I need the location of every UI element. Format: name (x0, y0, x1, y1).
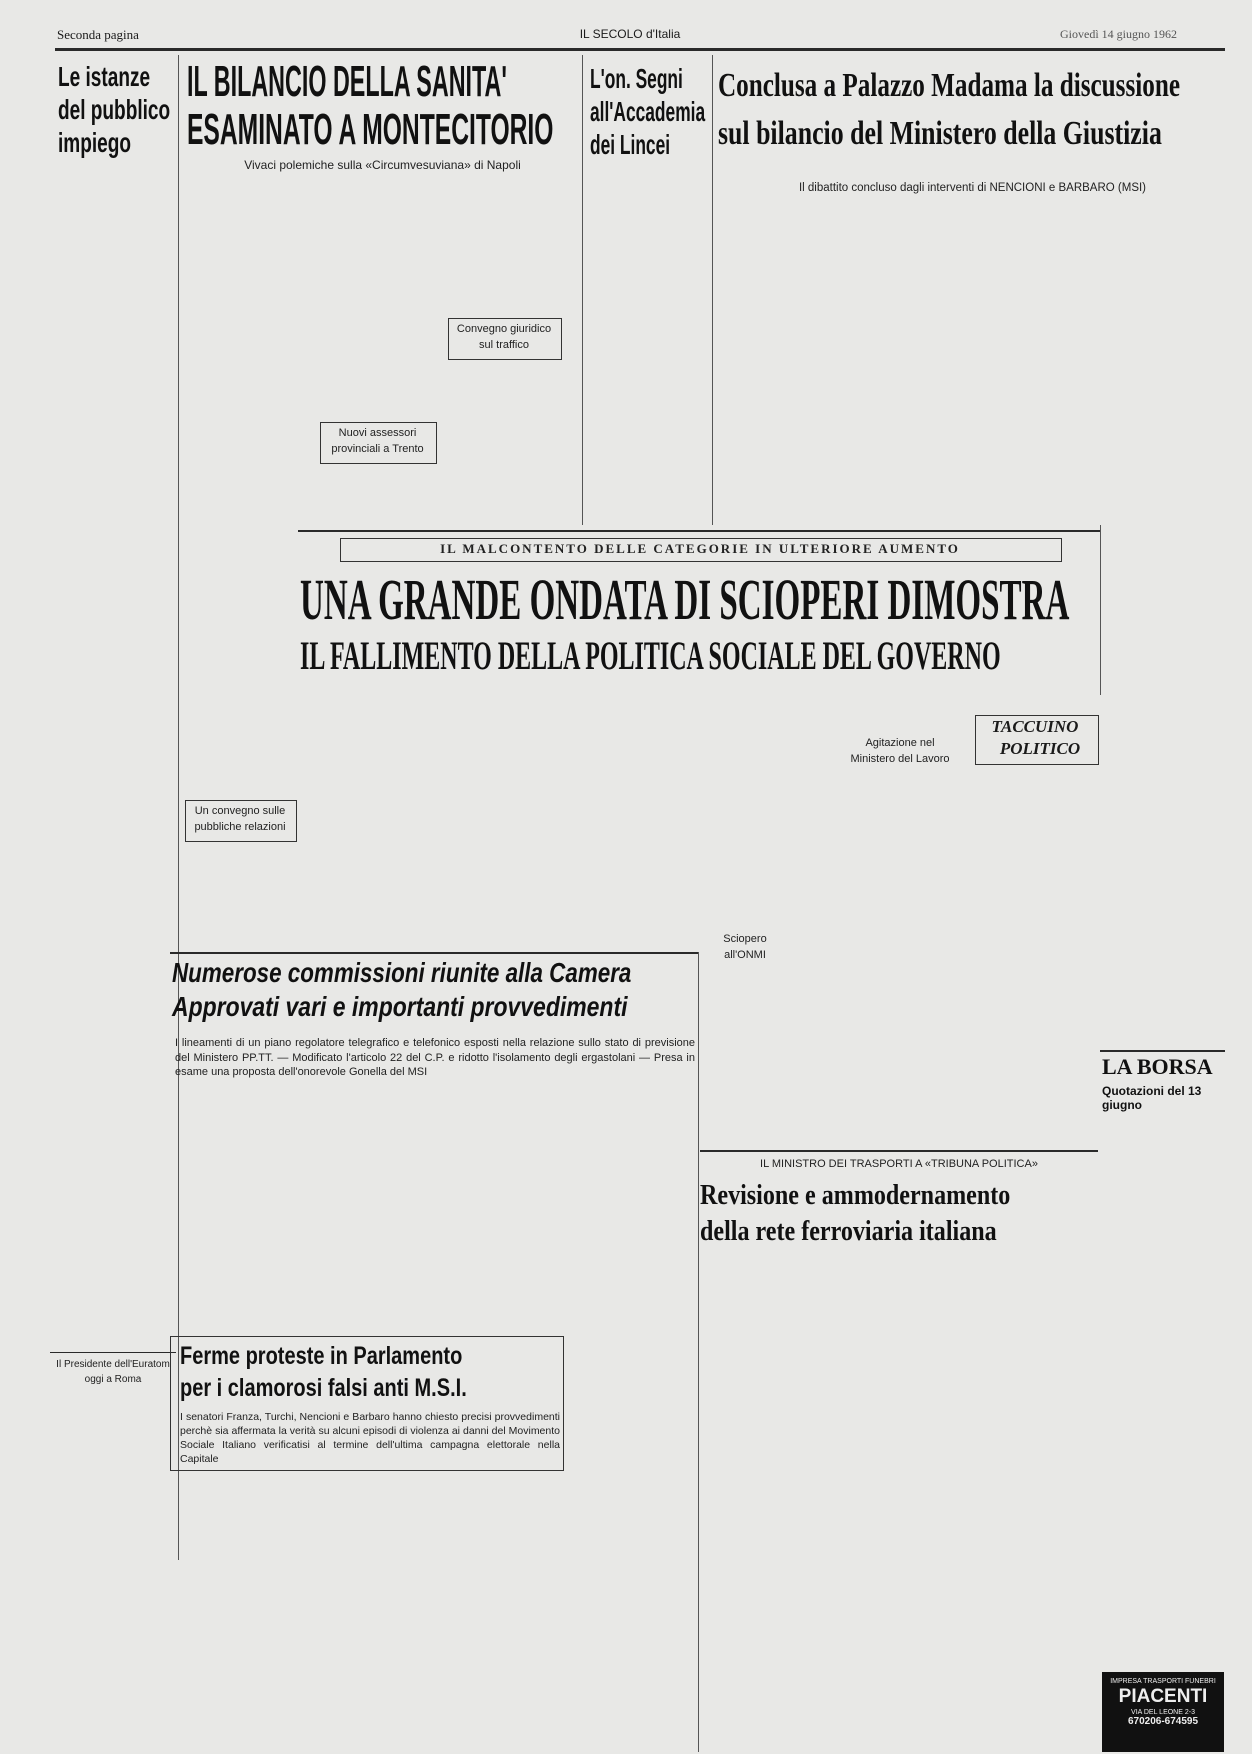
commissioni-title-line-2: Approvati vari e importanti provvedimenti (172, 991, 628, 1022)
trasporti-body-text (700, 1260, 1098, 1740)
madama-title-line-2: sul bilancio del Ministero della Giustizia (718, 115, 1162, 152)
borsa-top-rule (1100, 1050, 1225, 1052)
column-divider (178, 55, 179, 1560)
sanita-headline (187, 58, 577, 154)
istanze-title-line-3: impiego (58, 127, 131, 158)
borsa-title: LA BORSA (1102, 1054, 1213, 1079)
sanita-subtitle: Vivaci polemiche sulla «Circumvesuviana» di Napoli (244, 158, 521, 172)
commissioni-title-line-1: Numerose commissioni riunite alla Camera (172, 957, 632, 988)
column-divider (1100, 525, 1101, 695)
taccuino-title-line-2: POLITICO (999, 739, 1081, 758)
scioperi-headline (300, 568, 1100, 680)
proteste-title-line-1: Ferme proteste in Parlamento (180, 1342, 463, 1370)
istanze-headline (58, 60, 178, 159)
madama-subtitle: Il dibattito concluso dagli interventi di NENCIONI e BARBARO (MSI) (798, 182, 1147, 194)
segni-title-line-3: dei Lincei (590, 129, 671, 160)
sciopero-onmi-line-1: Sciopero (723, 933, 767, 945)
right-column-text (1104, 200, 1224, 1050)
trasporti-top-rule (700, 1150, 1098, 1152)
assessori-line-1: Nuovi assessori (338, 427, 417, 439)
madama-title-line-1: Conclusa a Palazzo Madama la discussione (718, 67, 1180, 104)
masthead-left: Seconda pagina (57, 27, 139, 42)
column-divider (712, 55, 713, 525)
piacenti-ad (1102, 1672, 1224, 1752)
trasporti-headline (700, 1178, 1098, 1250)
ad-line-3: VIA DEL LEONE 2-3 (1131, 1709, 1195, 1716)
trasporti-title-line-1: Revisione e ammodernamento (700, 1180, 1011, 1211)
commissioni-headline (172, 956, 692, 1024)
convegno-traffico-line-1: Convegno giuridico (456, 323, 552, 335)
segni-title-line-2: all'Accademia (590, 96, 706, 127)
convegno-pubbliche-line-2: pubbliche relazioni (194, 821, 286, 833)
convegno-traffico-line-2: sul traffico (479, 339, 529, 351)
column-divider (582, 55, 583, 525)
sanita-title-line-1: IL BILANCIO DELLA SANITA' (187, 57, 507, 106)
ad-name: PIACENTI (1118, 1686, 1208, 1707)
ad-line-1: IMPRESA TRASPORTI FUNEBRI (1110, 1678, 1216, 1685)
column-divider (698, 952, 699, 1752)
proteste-body-text (180, 1478, 680, 1740)
ad-phone: 670206-674595 (1127, 1716, 1199, 1727)
proteste-title-line-2: per i clamorosi falsi anti M.S.I. (180, 1374, 467, 1402)
masthead-rule (55, 48, 1225, 51)
commissioni-subtitle: I lineamenti di un piano regolatore telegrafico e telefonico esposti nella relazione sullo stato di previsione del Ministero PP.TT. — Modificato l'articolo 22 del C.P. e ridotto l'isolamento degli ergastolani — Presa in esame una proposta dell'onorevole Gonella del MSI (175, 1037, 695, 1078)
istanze-title-line-1: Le istanze (58, 61, 151, 92)
euratom-line-2: oggi a Roma (84, 1374, 142, 1385)
convegno-pubbliche-line-1: Un convegno sulle (194, 805, 286, 817)
agitazione-line-1: Agitazione nel (865, 737, 935, 749)
euratom-body-text (50, 1393, 176, 1743)
euratom-line-1: Il Presidente dell'Euratom (56, 1359, 170, 1370)
sanita-title-line-2: ESAMINATO A MONTECITORIO (187, 105, 554, 154)
segni-headline (590, 62, 710, 161)
madama-headline (718, 62, 1228, 158)
masthead-center: IL SECOLO d'Italia (579, 27, 681, 41)
euratom-top-rule (50, 1352, 176, 1353)
segni-body-text (590, 170, 708, 520)
right-lower-column-text (1102, 1350, 1224, 1670)
commissioni-top-rule (170, 952, 698, 954)
sciopero-onmi-line-2: all'ONMI (724, 949, 766, 961)
scioperi-kicker: IL MALCONTENTO DELLE CATEGORIE IN ULTERIORE AUMENTO (440, 541, 960, 556)
istanze-body-text (50, 196, 170, 1096)
assessori-line-2: provinciali a Trento (331, 443, 424, 455)
taccuino-title-line-1: TACCUINO (991, 717, 1079, 736)
borsa-quotations (1102, 1104, 1224, 1344)
segni-title-line-1: L'on. Segni (590, 63, 683, 94)
istanze-title-line-2: del pubblico (58, 94, 171, 125)
agitazione-line-2: Ministero del Lavoro (850, 753, 950, 765)
borsa-subtitle: Quotazioni del 13 giugno (1102, 1084, 1202, 1112)
trasporti-kicker: IL MINISTRO DEI TRASPORTI A «TRIBUNA POLITICA» (760, 1158, 1038, 1170)
taccuino-body-text (975, 770, 1097, 1050)
commissioni-body-text (175, 1090, 695, 1325)
scioperi-title-line-1: UNA GRANDE ONDATA DI SCIOPERI DIMOSTRA (300, 567, 1070, 632)
scioperi-top-rule (298, 530, 1100, 532)
scioperi-title-line-2: IL FALLIMENTO DELLA POLITICA SOCIALE DEL GOVERNO (300, 633, 1001, 678)
proteste-headline (180, 1340, 560, 1404)
proteste-subtitle: I senatori Franza, Turchi, Nencioni e Barbaro hanno chiesto precisi provvedimenti perchè sia affermata la verità su alcuni episodi di violenza ai danni del Movimento Sociale Italiano verificatisi al termine dell'ultima campagna elettorale nella Capitale (180, 1411, 560, 1465)
masthead-right: Giovedì 14 giugno 1962 (1060, 27, 1177, 41)
trasporti-title-line-2: della rete ferroviaria italiana (700, 1216, 997, 1247)
